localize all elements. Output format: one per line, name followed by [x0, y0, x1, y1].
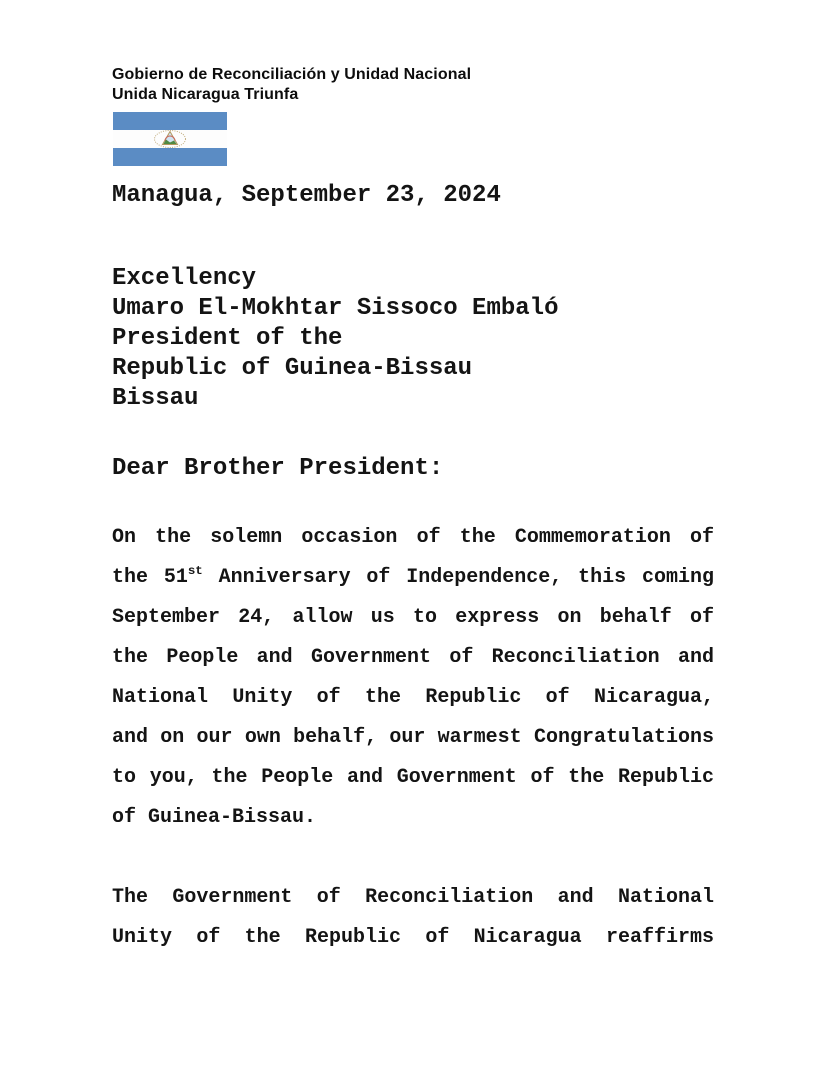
- paragraph-line: of Guinea-Bissau.: [112, 806, 317, 829]
- recipient-block: [112, 264, 558, 414]
- paragraph-line: to you, the People and Government of the Republic: [112, 766, 714, 789]
- flag-stripe-middle: [113, 130, 227, 148]
- paragraph: [112, 878, 714, 958]
- letterhead: [112, 65, 471, 105]
- paragraph: [112, 518, 714, 838]
- paragraph-line: On the solemn occasion of the Commemoration of: [112, 526, 714, 549]
- recipient-line: President of the: [112, 325, 343, 352]
- dateline: Managua, September 23, 2024: [112, 182, 501, 209]
- recipient-line: Republic of Guinea-Bissau: [112, 355, 473, 382]
- salutation: Dear Brother President:: [112, 455, 444, 482]
- paragraph-line: The Government of Reconciliation and National: [112, 886, 714, 909]
- flag-stripe-bottom: [113, 148, 227, 166]
- letterhead-line2: Unida Nicaragua Triunfa: [112, 86, 299, 103]
- recipient-line: Excellency: [112, 265, 257, 292]
- paragraph-line: and on our own behalf, our warmest Congratulations: [112, 726, 714, 749]
- paragraph-line: September 24, allow us to express on behalf of: [112, 606, 714, 629]
- letterhead-line1: Gobierno de Reconciliación y Unidad Nacional: [112, 66, 472, 83]
- letter-body: [112, 518, 714, 958]
- recipient-line: Bissau: [112, 385, 199, 412]
- coat-of-arms-icon: [152, 129, 188, 149]
- paragraph-line: Unity of the Republic of Nicaragua reaffirms: [112, 926, 714, 949]
- ordinal-suffix: st: [187, 564, 203, 578]
- flag-stripe-top: [113, 112, 227, 130]
- paragraph-line: the 51st Anniversary of Independence, this coming: [112, 564, 714, 589]
- recipient-line: Umaro El-Mokhtar Sissoco Embaló: [112, 295, 559, 322]
- paragraph-line: National Unity of the Republic of Nicaragua,: [112, 686, 714, 709]
- paragraph-line: the People and Government of Reconciliation and: [112, 646, 714, 669]
- nicaragua-flag: [113, 112, 227, 166]
